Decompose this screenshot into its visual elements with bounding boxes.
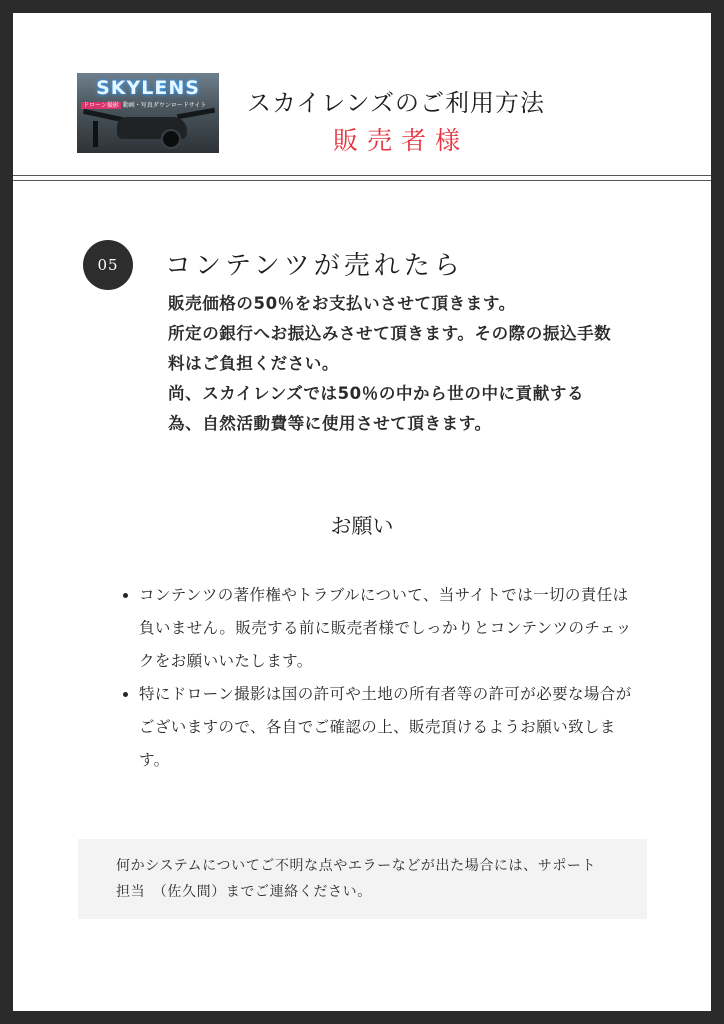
section-heading: コンテンツが売れたら <box>165 251 464 281</box>
section-body-line: 所定の銀行へお振込みさせて頂きます。その際の振込手数料はご負担ください。 <box>168 324 612 373</box>
header-divider-bottom <box>13 180 711 181</box>
contact-text: 何かシステムについてご不明な点やエラーなどが出た場合には、サポート担当 （佐久間）までご連絡ください。 <box>116 858 597 900</box>
logo-title: SKYLENS <box>96 77 200 99</box>
page-title: スカイレンズのご利用方法 <box>247 89 545 117</box>
request-title: お願い <box>330 514 394 538</box>
request-item: • 特にドローン撮影は国の許可や土地の所有者等の許可が必要な場合がございますので、各自でご確認の上、販売頂けるようお願い致します。 <box>139 678 639 777</box>
page-subtitle: 販売者様 <box>333 126 470 155</box>
section-body-line: 尚、スカイレンズでは50％の中から世の中に貢献する為、自然活動費等に使用させて頂きます。 <box>168 384 585 433</box>
step-number-badge: 05 <box>83 240 133 290</box>
contact-box <box>78 839 647 919</box>
section-body-line: 販売価格の50％をお支払いさせて頂きます。 <box>168 294 516 313</box>
request-item: • コンテンツの著作権やトラブルについて、当サイトでは一切の責任は負いません。販売する前に販売者様でしっかりとコンテンツのチェックをお願いいたします。 <box>139 579 639 678</box>
request-list <box>105 579 639 777</box>
drone-arm-right <box>177 108 215 120</box>
header-divider-top <box>13 175 711 176</box>
drone-arm-left <box>83 109 123 122</box>
drone-leg <box>93 121 98 147</box>
logo-tagline-highlight: ドローン撮影 <box>83 102 119 109</box>
logo-tagline <box>81 100 215 109</box>
logo-tagline-rest: 動画・写真ダウンロードサイト <box>120 102 207 109</box>
document-page <box>13 13 711 1011</box>
skylens-logo <box>77 73 219 153</box>
drone-camera-icon <box>161 129 181 149</box>
section-body <box>168 289 618 439</box>
